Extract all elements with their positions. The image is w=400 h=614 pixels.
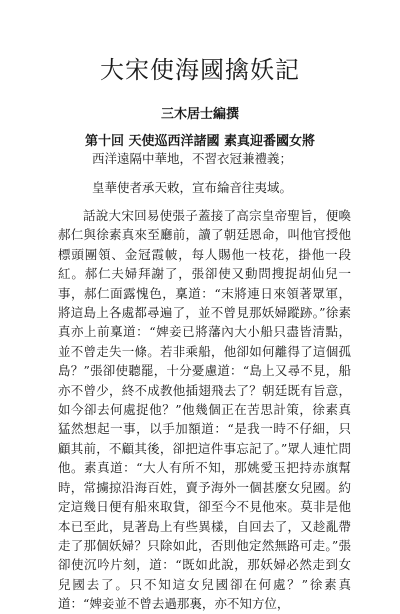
body-paragraph: 話說大宋回易使張子蓋接了高宗皇帝聖旨，便喚郝仁與徐素真來至廳前，讀了朝廷恩命，叫他官授他標頭團領、金冠霞帔，每人賜他一枝花，掛他一段紅。郝仁夫婦拜謝了，張卻使又動問搜捉胡仙兒一事，郝仁面露愧色，稟道：“末將連日來領著眾軍，將這島上各處都尋遍了，並不曾見那妖婦蹤跡。”徐素真亦上前稟道：“婢妾已將藩內大小船只盡皆清點，並不曾走失一條。若非乘船，他卻如何離得了這個孤島？”張卻使聽罷，十分憂慮道：“島上又尋不見，船亦不曾少，終不成教他插翅飛去了？朝廷既有旨意，如今卻去何處捉他？”他幾個正在苦思計策，徐素真猛然想起一事，以手加額道：“是我一時不仔細，只顧其前，不顧其後，卻把這件事忘記了。”眾人連忙問他。素真道：“大人有所不知，那姚愛玉把持赤旗幫時，常擄掠沿海百姓，賣予海外一個甚麼女兒國。約定這幾日便有船來取貨，卻至今不見他來。莫非是他本已至此，見著島上有些異樣，自回去了，又趁亂帶走了那個妖婦？只除如此，否則他定然無路可走。”張卻使沉吟片刻，道：“既如此說，那妖婦必然走到女兒國去了。只不知這女兒國卻在何處？”徐素真道：“婢妾並不曾去過那裏，亦不知方位， <box>58 208 351 612</box>
chapter-heading: 第十回 天使巡西洋諸國 素真迎番國女將 <box>84 134 316 149</box>
book-title: 大宋使海國擒妖記 <box>100 56 300 84</box>
author-line: 三木居士編撰 <box>160 107 239 122</box>
poem-line-1: 西洋遠隔中華地，不習衣冠兼禮義； <box>92 151 293 166</box>
poem-line-2: 皇華使者承天敕，宣布綸音往夷域。 <box>92 180 293 195</box>
